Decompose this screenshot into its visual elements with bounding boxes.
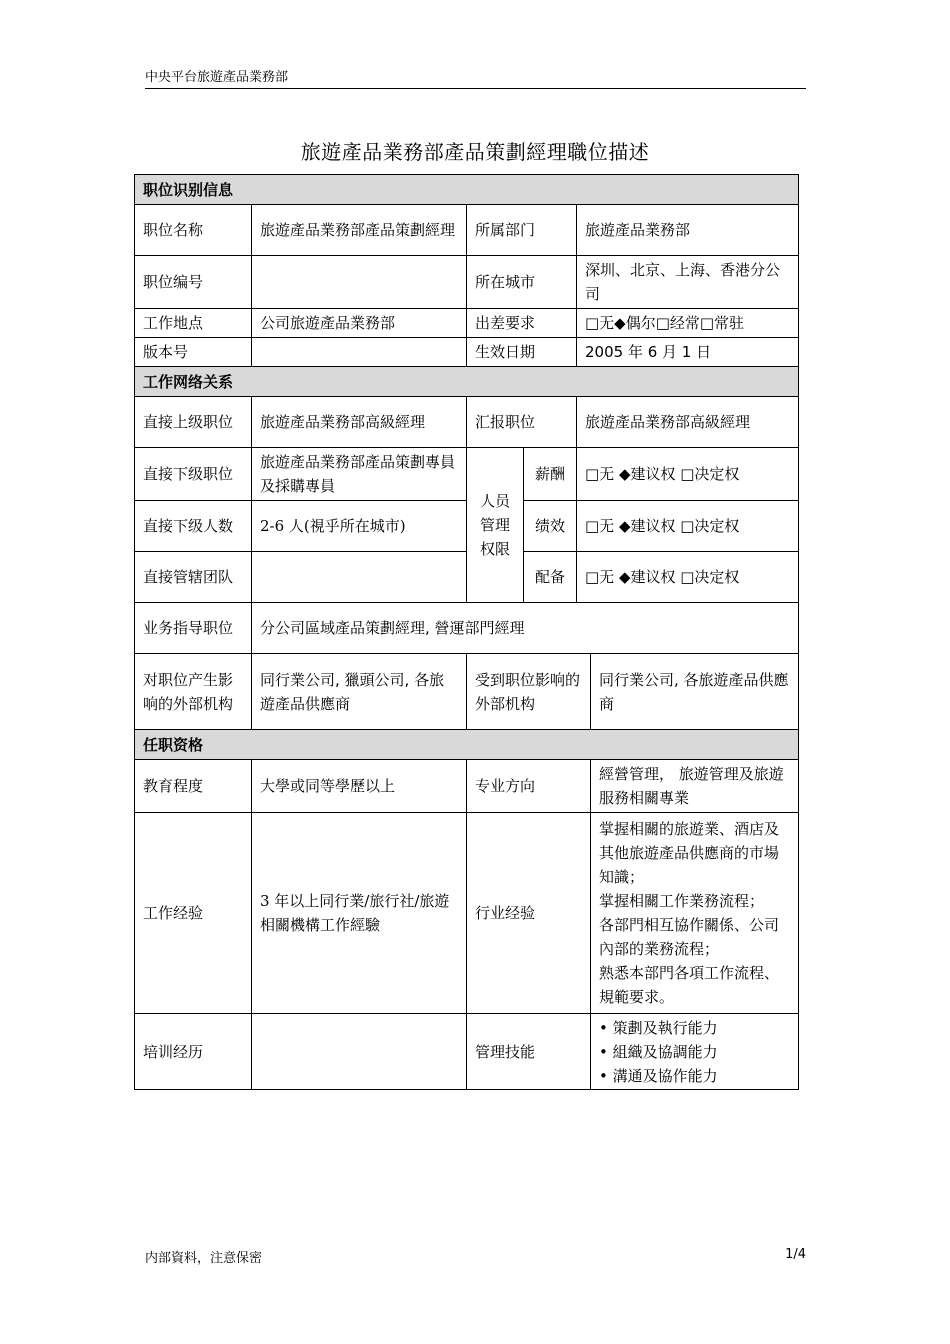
major-label: 专业方向 [467, 760, 591, 813]
industry-value [591, 813, 799, 1014]
travel-value: □无◆偶尔□经常□常驻 [577, 309, 799, 338]
position-name-label: 职位名称 [135, 205, 252, 256]
industry-line: 掌握相關工作業務流程； [599, 892, 765, 910]
industry-line: 掌握相關的旅遊業、酒店及其他旅遊產品供應商的市場知識； [599, 820, 780, 886]
performance-label: 绩效 [524, 501, 577, 552]
work-location-label: 工作地点 [135, 309, 252, 338]
city-label: 所在城市 [467, 256, 577, 309]
guidance-value: 分公司區域產品策劃經理, 營運部門經理 [252, 603, 799, 654]
influenced-label: 受到职位影响的外部机构 [467, 654, 591, 730]
section-qualification: 任职资格 [135, 730, 799, 760]
footer-confidential: 内部資料，注意保密 [145, 1251, 263, 1266]
travel-label: 出差要求 [467, 309, 577, 338]
subordinate-label: 直接下级职位 [135, 448, 252, 501]
version-value [252, 338, 467, 367]
job-description-table [134, 174, 799, 1090]
sub-count-label: 直接下级人数 [135, 501, 252, 552]
experience-value: 3 年以上同行業/旅行社/旅遊相關機構工作經驗 [252, 813, 467, 1014]
report-value: 旅遊產品業務部高級經理 [577, 397, 799, 448]
skill-item: • 組織及協調能力 [599, 1040, 792, 1064]
industry-label: 行业经验 [467, 813, 591, 1014]
document-title: 旅遊產品業務部產品策劃經理職位描述 [300, 140, 650, 164]
city-value: 深圳、北京、上海、香港分公司 [577, 256, 799, 309]
training-value [252, 1014, 467, 1090]
external-influence-label: 对职位产生影响的外部机构 [135, 654, 252, 730]
industry-line: 各部門相互協作關係、公司內部的業務流程； [599, 916, 780, 958]
authority-label: 人员管理权限 [467, 448, 524, 603]
team-value [252, 552, 467, 603]
major-value: 經營管理， 旅遊管理及旅遊服務相關專業 [591, 760, 799, 813]
skills-label: 管理技能 [467, 1014, 591, 1090]
sub-count-value: 2-6 人(視乎所在城市) [252, 501, 467, 552]
team-label: 直接管辖团队 [135, 552, 252, 603]
education-value: 大學或同等學歷以上 [252, 760, 467, 813]
effective-date-label: 生效日期 [467, 338, 577, 367]
skill-item: • 策劃及執行能力 [599, 1016, 792, 1040]
subordinate-value: 旅遊產品業務部產品策劃專員及採購專員 [252, 448, 467, 501]
page-number: 1/4 [785, 1247, 806, 1262]
salary-value: □无 ◆建议权 □决定权 [577, 448, 799, 501]
performance-value: □无 ◆建议权 □决定权 [577, 501, 799, 552]
page-header: 中央平台旅遊產品業務部 [145, 66, 806, 89]
influenced-value: 同行業公司, 各旅遊產品供應商 [591, 654, 799, 730]
department-label: 所属部门 [467, 205, 577, 256]
position-code-value [252, 256, 467, 309]
work-location-value: 公司旅遊產品業務部 [252, 309, 467, 338]
external-influence-value: 同行業公司, 獵頭公司, 各旅遊產品供應商 [252, 654, 467, 730]
experience-label: 工作经验 [135, 813, 252, 1014]
section-identity: 职位识别信息 [135, 175, 799, 205]
version-label: 版本号 [135, 338, 252, 367]
skill-item: • 溝通及協作能力 [599, 1064, 792, 1088]
education-label: 教育程度 [135, 760, 252, 813]
report-label: 汇报职位 [467, 397, 577, 448]
staffing-value: □无 ◆建议权 □决定权 [577, 552, 799, 603]
position-name-value: 旅遊產品業務部產品策劃經理 [252, 205, 467, 256]
guidance-label: 业务指导职位 [135, 603, 252, 654]
superior-value: 旅遊產品業務部高級經理 [252, 397, 467, 448]
department-value: 旅遊產品業務部 [577, 205, 799, 256]
training-label: 培训经历 [135, 1014, 252, 1090]
skills-list [597, 1016, 792, 1088]
skills-value [591, 1014, 799, 1090]
staffing-label: 配备 [524, 552, 577, 603]
superior-label: 直接上级职位 [135, 397, 252, 448]
section-network: 工作网络关系 [135, 367, 799, 397]
salary-label: 薪酬 [524, 448, 577, 501]
effective-date-value: 2005 年 6 月 1 日 [577, 338, 799, 367]
position-code-label: 职位编号 [135, 256, 252, 309]
industry-line: 熟悉本部門各項工作流程、規範要求。 [599, 964, 780, 1006]
